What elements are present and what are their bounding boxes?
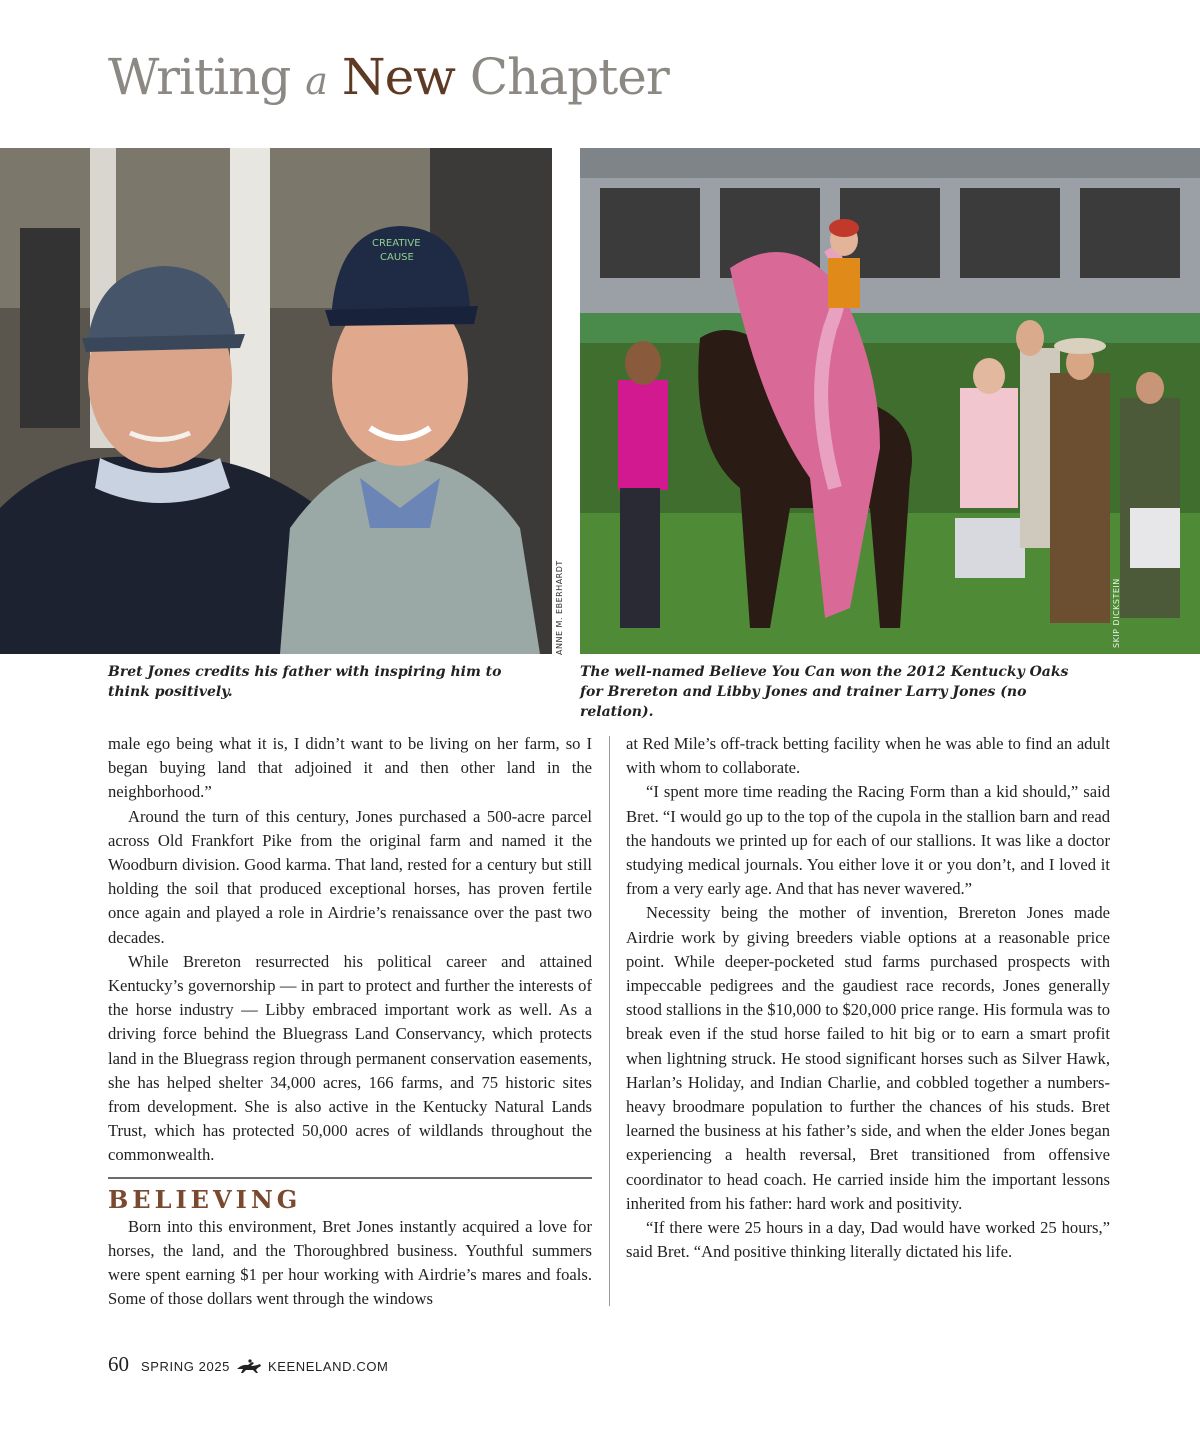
title-a: a bbox=[305, 59, 327, 103]
issue-label: SPRING 2025 bbox=[141, 1359, 230, 1374]
section-heading-believing: BELIEVING bbox=[108, 1184, 302, 1214]
photo-winners-circle bbox=[580, 148, 1200, 654]
page-number: 60 bbox=[108, 1352, 129, 1376]
photo-winners-circle-illustration bbox=[580, 148, 1200, 654]
caption-left: Bret Jones credits his father with inspiring him to think positively. bbox=[108, 664, 502, 700]
paragraph-5: at Red Mile’s off-track betting facility when he was able to find an adult with whom to collaborate. bbox=[626, 734, 1110, 778]
paragraph-2: Around the turn of this century, Jones purchased a 500-acre parcel across Old Frankfort Pike from the original farm and named it the Woodburn division. Good karma. That land, rested for a century but still holding the soil that produced exceptional horses, has proven fertile once again and played a role in Airdrie’s renaissance over the past two decades. bbox=[108, 806, 592, 947]
section-divider bbox=[108, 1177, 592, 1179]
title-chapter: Chapter bbox=[469, 48, 669, 106]
page-title bbox=[108, 48, 669, 106]
paragraph-6: “I spent more time reading the Racing Form than a kid should,” said Bret. “I would go up to the top of the cupola in the stallion barn and read the handouts we printed up for each of our stallions. It was like a doctor studying medical journals. You either love it or you don’t, and I loved it from a very early age. And that has never wavered.” bbox=[626, 782, 1110, 899]
paragraph-8: “If there were 25 hours in a day, Dad would have worked 25 hours,” said Bret. “And positive thinking literally dictated his life. bbox=[626, 1218, 1110, 1262]
photo-bret-and-father bbox=[0, 148, 552, 654]
paragraph-7: Necessity being the mother of invention, Brereton Jones made Airdrie work by giving breeders viable options at a reasonable price point. While deeper-pocketed stud farms purchased prospects with impeccable pedigrees and the gaudiest race records, Jones generally stood stallions in the $10,000 to $20,000 price range. His formula was to break even if the stud horse failed to hit big or to earn a smart profit when lightning struck. He stood significant horses such as Silver Hawk, Harlan’s Holiday, and Indian Charlie, and cobbled together a numbers-heavy broodmare population to further the chances of his studs. Bret learned the business at his father’s side, and when the elder Jones began experiencing a health reversal, Bret transitioned from offensive coordinator to head coach. He carried inside him the important lessons inherited from his father: hard work and positivity. bbox=[626, 903, 1110, 1213]
article-column-right bbox=[626, 732, 1110, 1264]
title-writing: Writing bbox=[108, 48, 291, 106]
title-new: New bbox=[341, 48, 455, 106]
horse-and-jockey-icon bbox=[234, 1358, 264, 1374]
column-divider bbox=[609, 736, 610, 1306]
svg-text:CAUSE: CAUSE bbox=[380, 252, 414, 263]
website-label: KEENELAND.COM bbox=[267, 1359, 389, 1374]
svg-text:CREATIVE: CREATIVE bbox=[372, 238, 421, 249]
paragraph-1: male ego being what it is, I didn’t want to be living on her farm, so I began buying land that adjoined it and then other land in the neighborhood.” bbox=[108, 734, 592, 802]
article-column-left bbox=[108, 732, 592, 1311]
photo-credit-right: SKIP DICKSTEIN bbox=[1112, 578, 1121, 648]
paragraph-4: Born into this environment, Bret Jones instantly acquired a love for horses, the land, and the Thoroughbred business. Youthful summers were spent earning $1 per hour working with Airdrie’s mares and foals. Some of those dollars went through the windows bbox=[108, 1216, 592, 1309]
paragraph-3: While Brereton resurrected his political career and attained Kentucky’s governorship — in part to protect and further the interests of the horse industry — Libby embraced important work as well. As a driving force behind the Bluegrass Land Conservancy, which protects land in the Bluegrass region through permanent conservation easements, she has helped shelter 34,000 acres, 166 farms, and 75 historic sites from development. She is also active in the Kentucky Natural Lands Trust, which has protected 50,000 acres of wildlands throughout the commonwealth. bbox=[108, 951, 592, 1165]
photo-bret-and-father-illustration bbox=[0, 148, 552, 654]
photo-credit-left: ANNE M. EBERHARDT bbox=[555, 560, 564, 655]
caption-right: The well-named Believe You Can won the 2012 Kentucky Oaks for Brereton and Libby Jones and trainer Larry Jones (no relation). bbox=[580, 664, 1069, 720]
page-footer bbox=[108, 1352, 388, 1377]
